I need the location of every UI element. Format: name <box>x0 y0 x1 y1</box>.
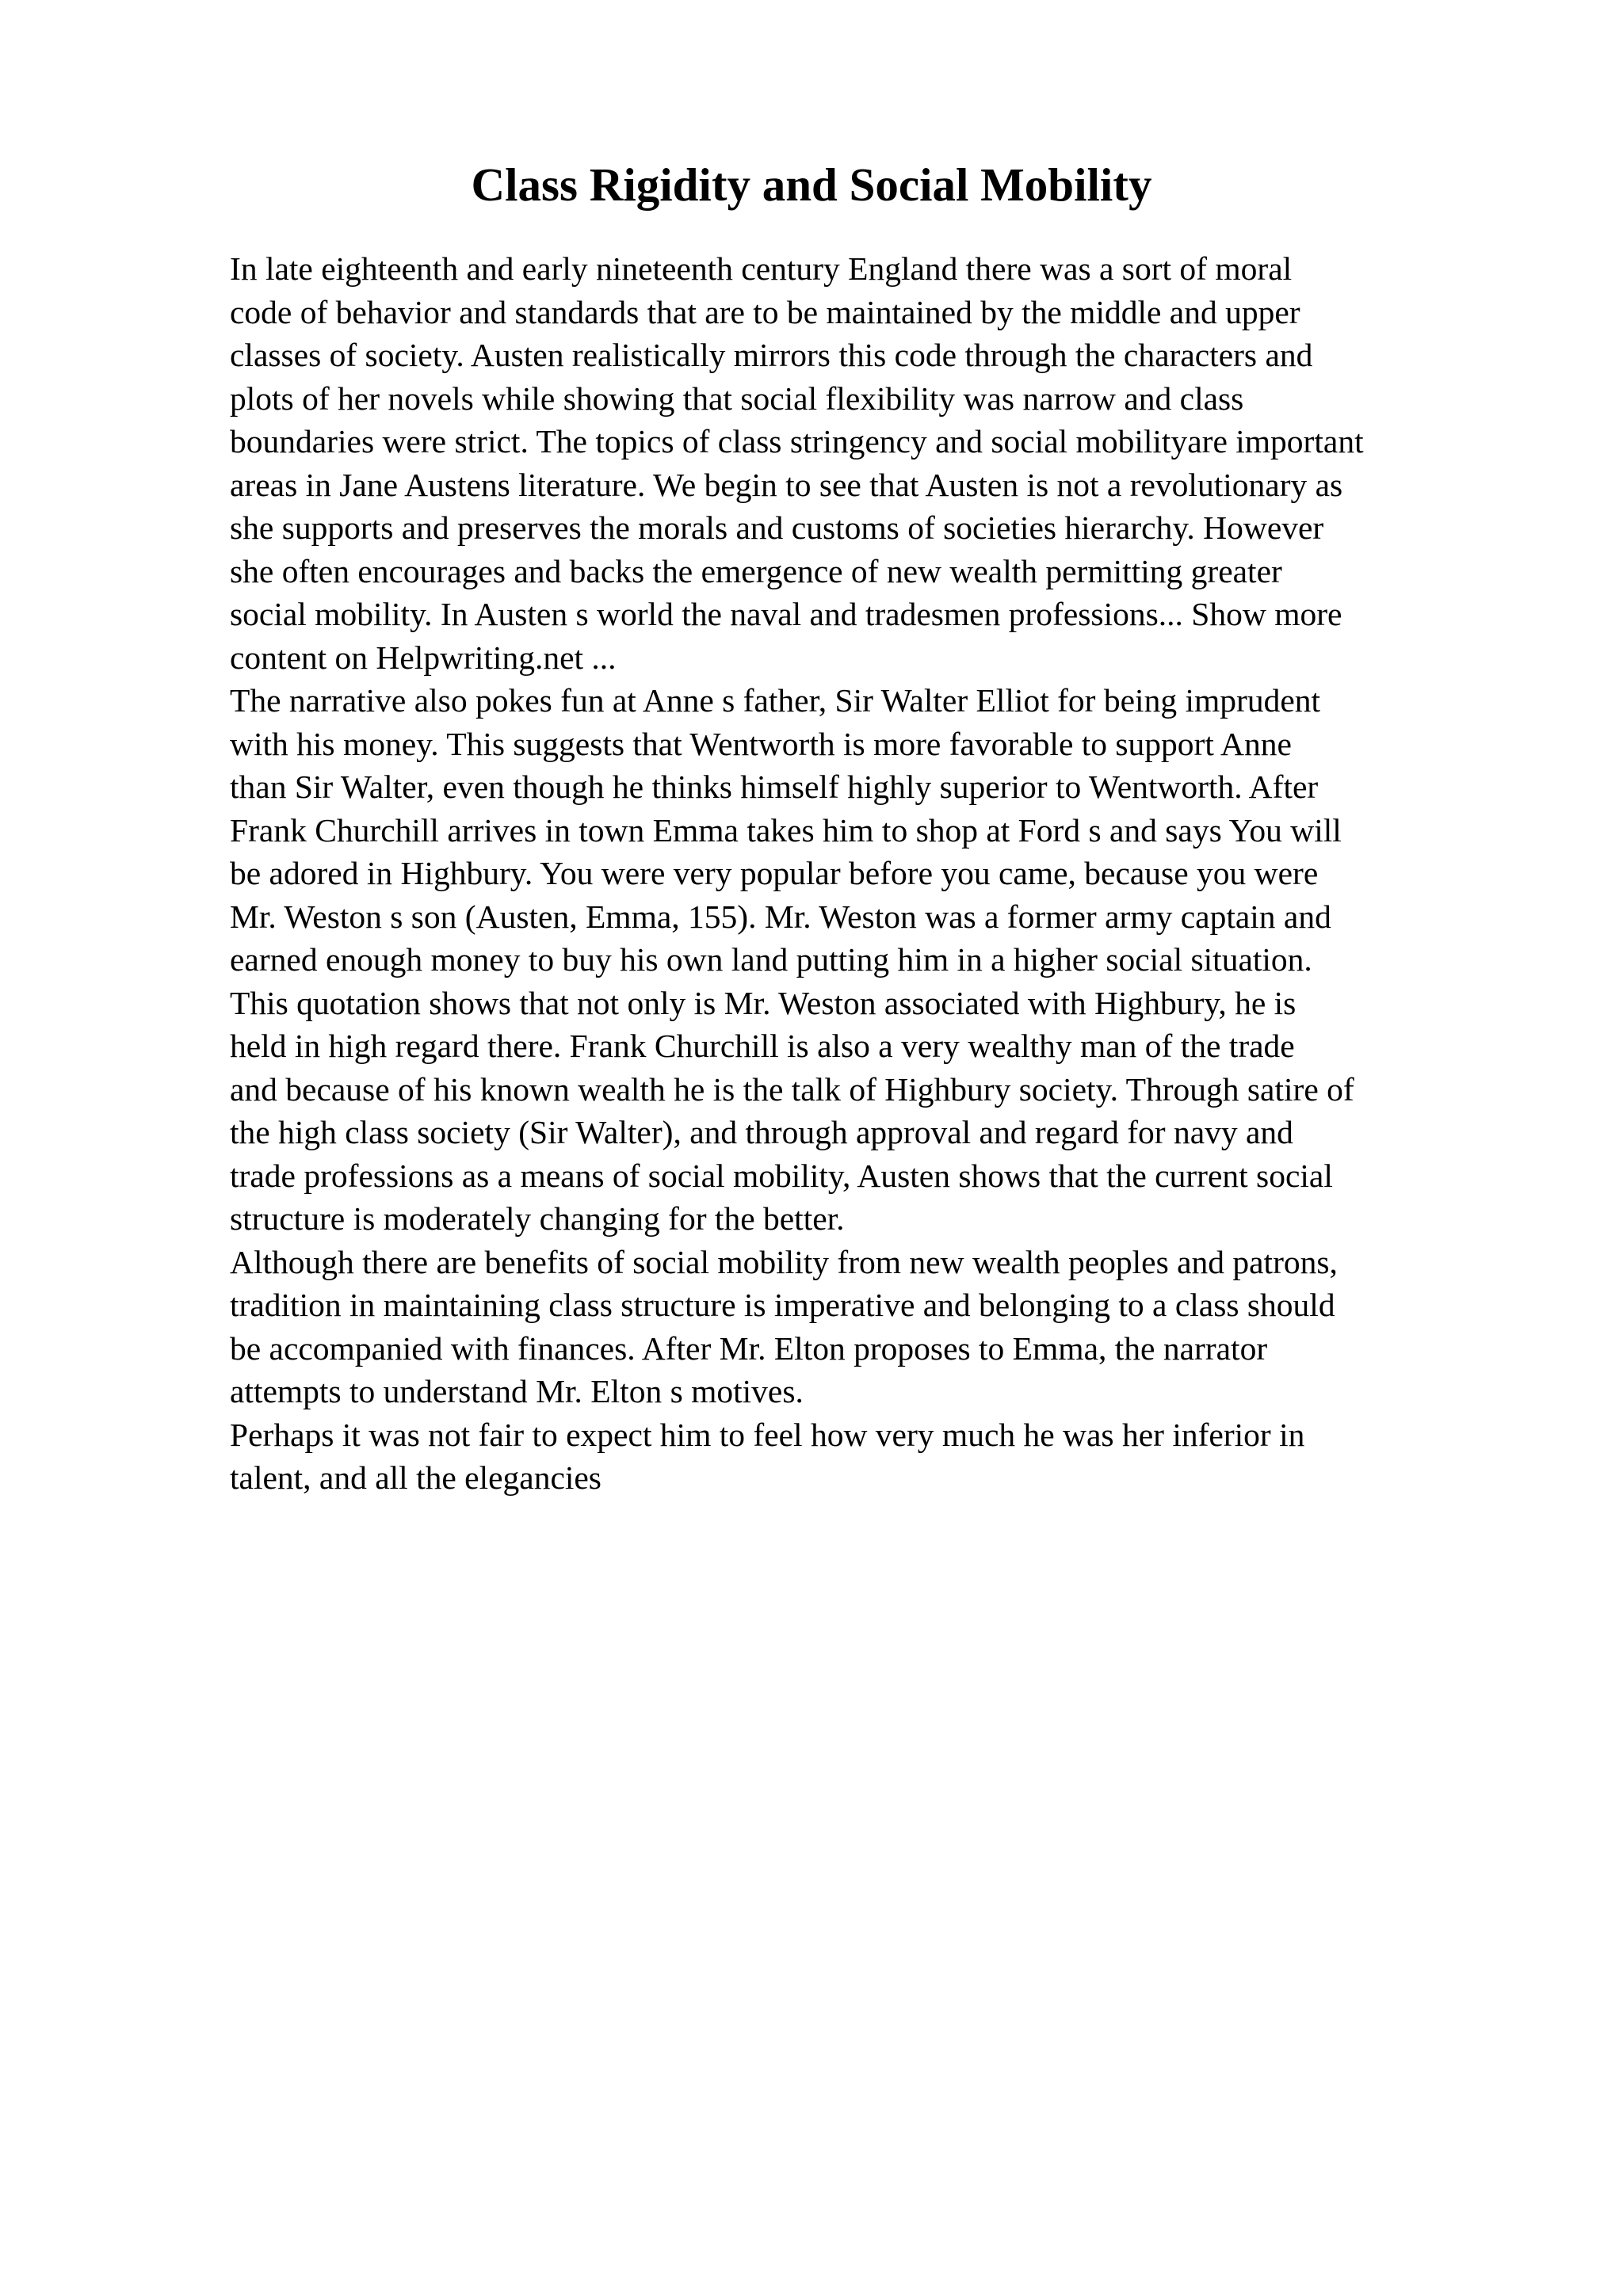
text-line: the high class society (Sir Walter), and through approval and regard for navy and <box>230 1114 1293 1150</box>
text-line: social mobility. In Austen s world the naval and tradesmen professions... Show more <box>230 596 1342 632</box>
text-line: trade professions as a means of social mobility, Austen shows that the current social <box>230 1157 1333 1194</box>
text-line: talent, and all the elegancies <box>230 1459 601 1496</box>
document-title: Class Rigidity and Social Mobility <box>471 158 1152 211</box>
text-line: code of behavior and standards that are to be maintained by the middle and upper <box>230 293 1300 330</box>
text-line: than Sir Walter, even though he thinks himself highly superior to Wentworth. After <box>230 769 1319 805</box>
document-body <box>230 247 1593 1500</box>
text-line: The narrative also pokes fun at Anne s father, Sir Walter Elliot for being imprudent <box>230 682 1321 719</box>
text-line: In late eighteenth and early nineteenth century England there was a sort of moral <box>230 250 1293 287</box>
text-line: Mr. Weston s son (Austen, Emma, 155). Mr. Weston was a former army captain and <box>230 898 1331 935</box>
text-line: attempts to understand Mr. Elton s motives. <box>230 1373 804 1409</box>
text-line: Frank Churchill arrives in town Emma takes him to shop at Ford s and says You will <box>230 811 1342 849</box>
text-line: she often encourages and backs the emergence of new wealth permitting greater <box>230 552 1282 589</box>
text-line: and because of his known wealth he is the talk of Highbury society. Through satire of <box>230 1070 1354 1108</box>
text-line: content on Helpwriting.net ... <box>230 639 617 676</box>
text-line: plots of her novels while showing that social flexibility was narrow and class <box>230 379 1244 417</box>
text-line: Perhaps it was not fair to expect him to feel how very much he was her inferior in <box>230 1416 1305 1453</box>
text-line: This quotation shows that not only is Mr. Weston associated with Highbury, he is <box>230 984 1296 1021</box>
text-line: Although there are benefits of social mobility from new wealth peoples and patrons, <box>230 1243 1338 1280</box>
text-line: boundaries were strict. The topics of class stringency and social mobilityare important <box>230 423 1364 460</box>
text-line: be accompanied with finances. After Mr. Elton proposes to Emma, the narrator <box>230 1329 1268 1367</box>
text-line: with his money. This suggests that Wentworth is more favorable to support Anne <box>230 725 1292 762</box>
text-line: she supports and preserves the morals and customs of societies hierarchy. However <box>230 509 1324 546</box>
text-line: areas in Jane Austens literature. We begin to see that Austen is not a revolutionary as <box>230 466 1343 503</box>
text-line: tradition in maintaining class structure is imperative and belonging to a class should <box>230 1287 1335 1323</box>
text-line: earned enough money to buy his own land putting him in a higher social situation. <box>230 941 1312 978</box>
text-line: be adored in Highbury. You were very popular before you came, because you were <box>230 855 1319 891</box>
text-line: structure is moderately changing for the better. <box>230 1200 845 1237</box>
text-line: classes of society. Austen realistically mirrors this code through the characters and <box>230 337 1313 373</box>
text-line: held in high regard there. Frank Churchill is also a very wealthy man of the trade <box>230 1028 1295 1064</box>
